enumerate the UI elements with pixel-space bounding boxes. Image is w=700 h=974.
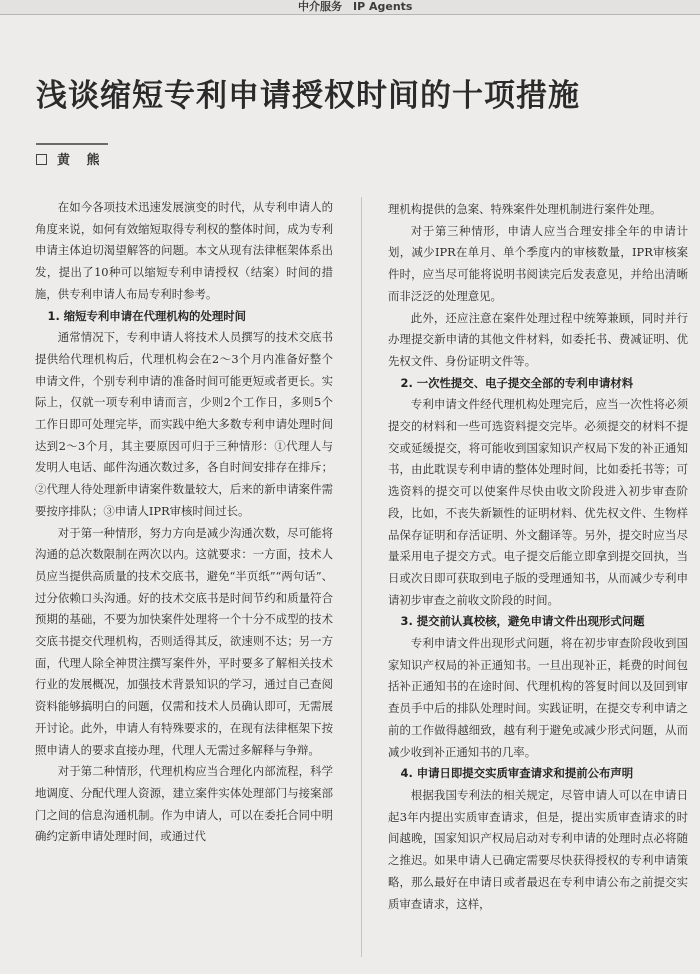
paragraph: 理机构提供的急案、特殊案件处理机制进行案件处理。	[388, 202, 662, 216]
paragraph: 根据我国专利法的相关规定，尽管申请人可以在申请日起3年内提出实质审查请求，但是，提出实质审查请求的时间越晚，国家知识产权局启动对专利申请的处理时点必将随之推迟。如果申请人已确定需要尽快获得授权的专利申请策略，那么最好在申请日或者最迟在专利申请公布之前提交实质审查请求，这样，	[388, 787, 688, 911]
section-heading: 4. 申请日即提交实质审查请求和提前公布声明	[400, 766, 634, 781]
column-divider	[361, 197, 362, 957]
square-bullet-icon	[36, 154, 47, 165]
paragraph: 专利申请文件出现形式问题，将在初步审查阶段收到国家知识产权局的补正通知书。一旦出现补正，耗费的时间包括补正通知书的在途时间、代理机构的答复时间以及回到审查员手中后的排队处理时间。实践证明，在提交专利申请之前的工作做得越细致，越有利于避免或减少形式问题，从而减少收到补正通知书的几率。	[388, 636, 688, 759]
paragraph: 通常情况下，专利申请人将技术人员撰写的技术交底书提供给代理机构后，代理机构会在2～3个月内准备好整个申请文件，个别专利申请的准备时间可能更短或者更长。实际上，仅就一项专利申请而言，少则2个工作日，多则5个工作日即可处理完毕，而实践中绝大多数专利申请处理时间达到2～3个月，其主要原因可归于三种情形：①代理人与发明人电话、邮件沟通次数过多，各自时间安排存在排斥；②代理人待处理新申请案件数量较大，后来的新申请案件需要按序排队；③申请人IPR审核时间过长。	[35, 330, 333, 518]
paragraph: 专利申请文件经代理机构处理完后，应当一次性将必须提交的材料和一些可选资料提交完毕。必须提交的材料不提交或延缓提交，将可能收到国家知识产权局下发的补正通知书，由此耽误专利申请的整体处理时间，比如委托书等；可选资料的提交可以使案件尽快由收文阶段进入初步审查阶段，比如，不丧失新颖性的证明材料、优先权文件、生物样品保存证明和存活证明、外文翻译等。另外，提交时应当尽量采用电子提交方式。电子提交后能立即拿到提交回执，当日或次日即可获取到电子版的受理通知书，从而减少专利申请初步审查之前收文阶段的时间。	[388, 397, 688, 607]
running-header-bar	[0, 0, 700, 15]
paragraph: 对于第二种情形，代理机构应当合理化内部流程，科学地调度、分配代理人资源，建立案件实体处理部门与接案部门之间的信息沟通机制。作为申请人，可以在委托合同中明确约定新申请处理时间，或通过代	[35, 764, 333, 844]
paragraph: 对于第三种情形，申请人应当合理安排全年的申请计划，减少IPR在单月、单个季度内的审核数量，IPR审核案件时，应当尽可能将说明书阅读完后发表意见，并给出清晰而非泛泛的处理意见。	[388, 223, 688, 303]
article-title: 浅谈缩短专利申请授权时间的十项措施	[36, 78, 580, 114]
section-heading: 2. 一次性提交、电子提交全部的专利申请材料	[400, 375, 634, 390]
section-heading: 1. 缩短专利申请在代理机构的处理时间	[47, 308, 247, 323]
author-name: 黄 熊	[57, 153, 106, 168]
author-line	[36, 153, 106, 169]
paragraph: 此外，还应注意在案件处理过程中统筹兼顾，同时并行办理提交新申请的其他文件材料，如委托书、费减证明、优先权文件、身份证明文件等。	[388, 310, 688, 368]
section-heading: 3. 提交前认真校核，避免申请文件出现形式问题	[400, 614, 645, 629]
paragraph: 对于第一种情形，努力方向是减少沟通次数，尽可能将沟通的总次数限制在两次以内。这就要求：一方面，技术人员应当提供高质量的技术交底书，避免“半页纸”“两句话”、过分依赖口头沟通。好的技术交底书是时间节约和质量符合预期的基础，不要为加快案件处理将一个十分不成型的技术交底书提交代理机构，否则适得其反，欲速则不达；另一方面，代理人除全神贯注撰写案件外，平时要多了解相关技术行业的发展概况，加强技术背景知识的学习，通过自己查阅资料能够搞明白的问题，仅需和技术人员确认即可，无需展开讨论。此外，申请人有特殊要求的，在现有法律框架下按照申请人的要求直接办理，代理人无需过多解释与争辩。	[35, 525, 333, 757]
body-column-left	[35, 197, 333, 967]
section-label: 中介服务 IP Agents	[298, 0, 413, 13]
title-divider	[36, 143, 108, 145]
body-column-right	[388, 199, 688, 969]
paragraph: 在如今各项技术迅速发展演变的时代，从专利申请人的角度来说，如何有效缩短取得专利权的整体时间，成为专利申请主体迫切渴望解答的问题。本文从现有法律框架体系出发，提出了10种可以缩短专利申请授权（结案）时间的措施，供专利申请人布局专利时参考。	[35, 200, 333, 301]
